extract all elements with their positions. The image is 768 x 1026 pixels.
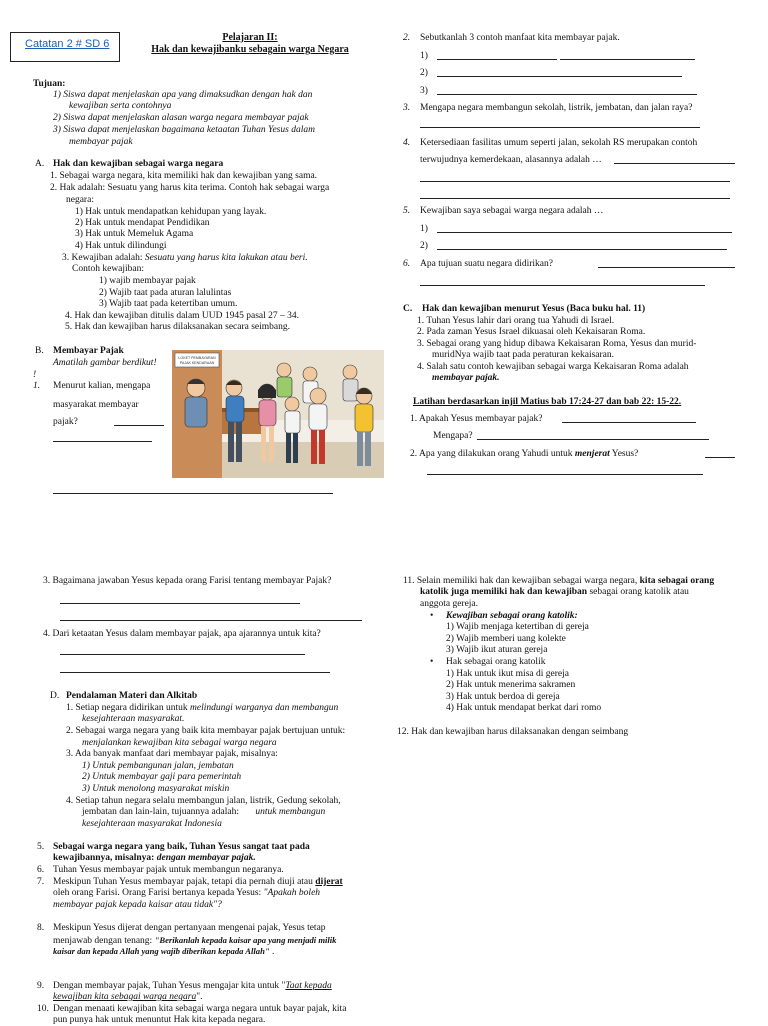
n11-text: katolik juga memiliki hak dan kewajiban sebagai orang katolik atau [420, 587, 689, 597]
answer-line[interactable] [437, 94, 697, 95]
q4-text: terwujudnya kemerdekaan, alasannya adalah … [420, 155, 602, 165]
n9-text: Dengan membayar pajak, Tuhan Yesus mengajar kita untuk "Taat kepada [53, 981, 332, 991]
q-number: 3. [403, 103, 411, 113]
kewajiban-item: 2) Wajib taat pada aturan lalulintas [99, 288, 232, 298]
n-number: 5. [37, 842, 45, 852]
section-a-item: 5. Hak dan kewajiban harus dilaksanakan secara seimbang. [65, 322, 291, 332]
kewajiban-katolik-heading: Kewajiban sebagai orang katolik: [446, 611, 578, 621]
section-c-item: 3. Sebagai orang yang hidup dibawa Kekaisaran Roma, Yesus dan murid- [417, 339, 697, 349]
section-b-letter: B. [35, 346, 44, 356]
q4-bottom: 4. Dari ketaatan Yesus dalam membayar pajak, apa ajarannya untuk kita? [43, 629, 321, 639]
section-d-letter: D. [50, 691, 60, 701]
answer-line[interactable] [437, 249, 727, 250]
q2-item: 1) [420, 51, 428, 61]
kewajiban-katolik-item: 1) Wajib menjaga ketertiban di gereja [446, 622, 589, 632]
answer-line[interactable] [420, 285, 705, 286]
q1-text: pajak? [53, 417, 78, 427]
latihan-question: Mengapa? [433, 431, 473, 441]
section-d-heading: Pendalaman Materi dan Alkitab [66, 691, 198, 701]
answer-line[interactable] [53, 493, 333, 494]
n8-text: menjawab dengan tenang: "Berikanlah kepada kaisar apa yang menjadi milik [53, 935, 337, 946]
latihan-heading: Latihan berdasarkan injil Matius bab 17:24-27 dan bab 22: 15-22. [413, 397, 682, 407]
hak-katolik-item: 4) Hak untuk mendapat berkat dari romo [446, 703, 602, 713]
section-d-item: 1. Setiap negara didirikan untuk melindungi warganya dan membangun [66, 703, 339, 713]
n5-text: Sebagai warga negara yang baik, Tuhan Yesus sangat taat pada [53, 842, 310, 852]
latihan-question: 1. Apakah Yesus membayar pajak? [410, 414, 543, 424]
kewajiban-katolik-item: 3) Wajib ikut aturan gereja [446, 645, 548, 655]
q5-text: Kewajiban saya sebagai warga negara adalah … [420, 206, 604, 216]
hak-item: 2) Hak untuk mendapat Pendidikan [75, 218, 210, 228]
answer-line[interactable] [477, 439, 709, 440]
section-c-item: muridNya wajib taat pada peraturan kekaisaran. [432, 350, 615, 360]
tujuan-item: 1) Siswa dapat menjelaskan apa yang dimaksudkan dengan hak dan [53, 90, 313, 100]
manfaat-item: 3) Untuk menolong masyarakat miskin [82, 784, 230, 794]
n12-text: 12. Hak dan kewajiban harus dilaksanakan dengan seimbang [397, 727, 629, 737]
section-c-item-end: membayar pajak. [432, 373, 500, 383]
section-a-item: 2. Hak adalah: Sesuatu yang harus kita terima. Contoh hak sebagai warga [50, 183, 330, 193]
answer-line[interactable] [560, 59, 695, 60]
section-b-mark: ! [33, 370, 37, 380]
lesson-title: Pelajaran II: [222, 32, 278, 43]
n10-text: pun punya hak untuk menuntut Hak kita kepada negara. [53, 1015, 266, 1025]
bullet: • [430, 657, 434, 667]
tujuan-item: membayar pajak [69, 137, 133, 147]
hak-item: 4) Hak untuk dilindungi [75, 241, 167, 251]
hak-katolik-item: 3) Hak untuk berdoa di gereja [446, 692, 560, 702]
section-a-heading: Hak dan kewajiban sebagai warga negara [53, 159, 224, 169]
answer-line[interactable] [420, 127, 700, 128]
q2-item: 3) [420, 86, 428, 96]
section-c-item: 1. Tuhan Yesus lahir dari orang tua Yahudi di Israel. [417, 316, 615, 326]
n8-text: Meskipun Yesus dijerat dengan pertanyaan mengenai pajak, Yesus tetap [53, 923, 326, 933]
section-d-item: 2. Sebagai warga negara yang baik kita membayar pajak bertujuan untuk: [66, 726, 346, 736]
n7-text: oleh orang Farisi. Orang Farisi bertanya kepada Yesus: "Apakah boleh [53, 888, 321, 898]
image-sign-text: LOKET PEMBAYARAN [178, 356, 216, 360]
section-a-letter: A. [35, 159, 45, 169]
answer-line[interactable] [114, 425, 164, 426]
q2-text: Sebutkanlah 3 contoh manfaat kita membayar pajak. [420, 33, 620, 43]
n5-text: kewajibannya, misalnya: dengan membayar pajak. [53, 853, 256, 863]
answer-line[interactable] [53, 441, 152, 442]
hak-katolik-item: 1) Hak untuk ikut misa di gereja [446, 669, 569, 679]
q5-item: 1) [420, 224, 428, 234]
svg-text:PAJAK KENDARAAN: PAJAK KENDARAAN [179, 361, 215, 365]
answer-line[interactable] [60, 620, 362, 621]
kewajiban-definition: 3. Kewajiban adalah: Sesuatu yang harus kita lakukan atau beri. [62, 253, 308, 263]
n7-text: Meskipun Tuhan Yesus membayar pajak, tetapi dia pernah diuji atau dijerat [53, 877, 343, 887]
section-b-heading: Membayar Pajak [53, 346, 124, 356]
section-a-item: 4. Hak dan kewajiban ditulis dalam UUD 1945 pasal 27 – 34. [65, 311, 300, 321]
q1-number: 1. [33, 381, 41, 391]
section-d-item: kesejahteraan masyarakat. [82, 714, 185, 724]
kewajiban-example-label: Contoh kewajiban: [72, 264, 145, 274]
section-a-item: negara: [66, 195, 94, 205]
n8-text: kaisar dan kepada Allah yang wajib diberikan kepada Allah" . [53, 946, 275, 957]
answer-line[interactable] [60, 603, 300, 604]
manfaat-item: 2) Untuk membayar gaji para pemerintah [82, 772, 242, 782]
q-number: 5. [403, 206, 411, 216]
n-number: 6. [37, 865, 45, 875]
q1-text: Menurut kalian, mengapa [53, 381, 151, 391]
answer-line[interactable] [437, 76, 682, 77]
answer-line[interactable] [437, 59, 557, 60]
hak-item: 1) Hak untuk mendapatkan kehidupan yang layak. [75, 207, 267, 217]
q3-bottom: 3. Bagaimana jawaban Yesus kepada orang Farisi tentang membayar Pajak? [43, 576, 332, 586]
section-c-item: 4. Salah satu contoh kewajiban sebagai warga Kekaisaran Roma adalah [417, 362, 689, 372]
section-c-heading: Hak dan kewajiban menurut Yesus (Baca buku hal. 11) [422, 304, 646, 314]
q5-item: 2) [420, 241, 428, 251]
n7-text: membayar pajak kepada kaisar atau tidak"? [53, 900, 222, 910]
section-d-item: 4. Setiap tahun negara selalu membangun jalan, listrik, Gedung sekolah, [66, 796, 341, 806]
latihan-question: 2. Apa yang dilakukan orang Yahudi untuk menjerat Yesus? [410, 449, 639, 459]
n6-text: Tuhan Yesus membayar pajak untuk membangun negaranya. [53, 865, 284, 875]
answer-line[interactable] [60, 672, 330, 673]
n9-text: kewajiban kita sebagai warga negara". [53, 992, 203, 1002]
n10-text: Dengan menaati kewajiban kita sebagai warga negara untuk bayar pajak, kita [53, 1004, 347, 1014]
section-c-item: 2. Pada zaman Yesus Israel dikuasai oleh Kekaisaran Roma. [417, 327, 646, 337]
class-tag-box [10, 32, 120, 62]
answer-line[interactable] [598, 267, 735, 268]
answer-line[interactable] [437, 232, 732, 233]
tujuan-item: kewajiban serta contohnya [69, 101, 172, 111]
lesson-subtitle: Hak dan kewajibanku sebagain warga Negara [151, 44, 349, 55]
q-number: 6. [403, 259, 411, 269]
n-number: 9. [37, 981, 45, 991]
tax-office-illustration [172, 350, 384, 478]
section-d-item: 3. Ada banyak manfaat dari membayar pajak, misalnya: [66, 749, 278, 759]
q1-text: masyarakat membayar [53, 400, 139, 410]
n11-text: 11. Selain memiliki hak dan kewajiban sebagai warga negara, kita sebagai orang [403, 576, 715, 586]
n-number: 10. [37, 1004, 49, 1014]
answer-line[interactable] [705, 457, 735, 458]
answer-line[interactable] [60, 654, 305, 655]
kewajiban-katolik-item: 2) Wajib memberi uang kolekte [446, 634, 566, 644]
n11-text: anggota gereja. [420, 599, 479, 609]
q6-text: Apa tujuan suatu negara didirikan? [420, 259, 553, 269]
hak-katolik-item: 2) Hak untuk menerima sakramen [446, 680, 576, 690]
section-d-item: kesejahteraan masyarakat Indonesia [82, 819, 222, 829]
class-tag-link[interactable]: Catatan 2 # SD 6 [25, 38, 110, 50]
bullet: • [430, 611, 434, 621]
answer-line[interactable] [420, 198, 730, 199]
q2-item: 2) [420, 68, 428, 78]
q-number: 4. [403, 138, 411, 148]
kewajiban-item: 1) wajib membayar pajak [99, 276, 196, 286]
section-d-item: menjalankan kewajiban kita sebagai warga negara [82, 738, 277, 748]
section-d-item: jembatan dan lain-lain, tujuannya adalah: untuk membangun [82, 807, 326, 817]
n-number: 8. [37, 923, 45, 933]
answer-line[interactable] [614, 163, 735, 164]
section-c-letter: C. [403, 304, 413, 314]
answer-line[interactable] [427, 474, 703, 475]
tujuan-item: 2) Siswa dapat menjelaskan alasan warga negara membayar pajak [53, 113, 309, 123]
q4-text: Ketersediaan fasilitas umum seperti jalan, sekolah RS merupakan contoh [420, 138, 698, 148]
hak-item: 3) Hak untuk Memeluk Agama [75, 229, 194, 239]
tujuan-item: 3) Siswa dapat menjelaskan bagaimana ketaatan Tuhan Yesus dalam [53, 125, 315, 135]
section-a-item: 1. Sebagai warga negara, kita memiliki hak dan kewajiban yang sama. [50, 171, 318, 181]
section-b-instruction: Amatilah gambar berdikut! [53, 358, 157, 368]
answer-line[interactable] [420, 181, 730, 182]
hak-katolik-heading: Hak sebagai orang katolik [446, 657, 546, 667]
q-number: 2. [403, 33, 411, 43]
q3-text: Mengapa negara membangun sekolah, listrik, jembatan, dan jalan raya? [420, 103, 693, 113]
n-number: 7. [37, 877, 45, 887]
tujuan-heading: Tujuan: [33, 79, 66, 89]
answer-line[interactable] [562, 422, 696, 423]
kewajiban-item: 3) Wajib taat pada ketertiban umum. [99, 299, 238, 309]
manfaat-item: 1) Untuk pembangunan jalan, jembatan [82, 761, 234, 771]
